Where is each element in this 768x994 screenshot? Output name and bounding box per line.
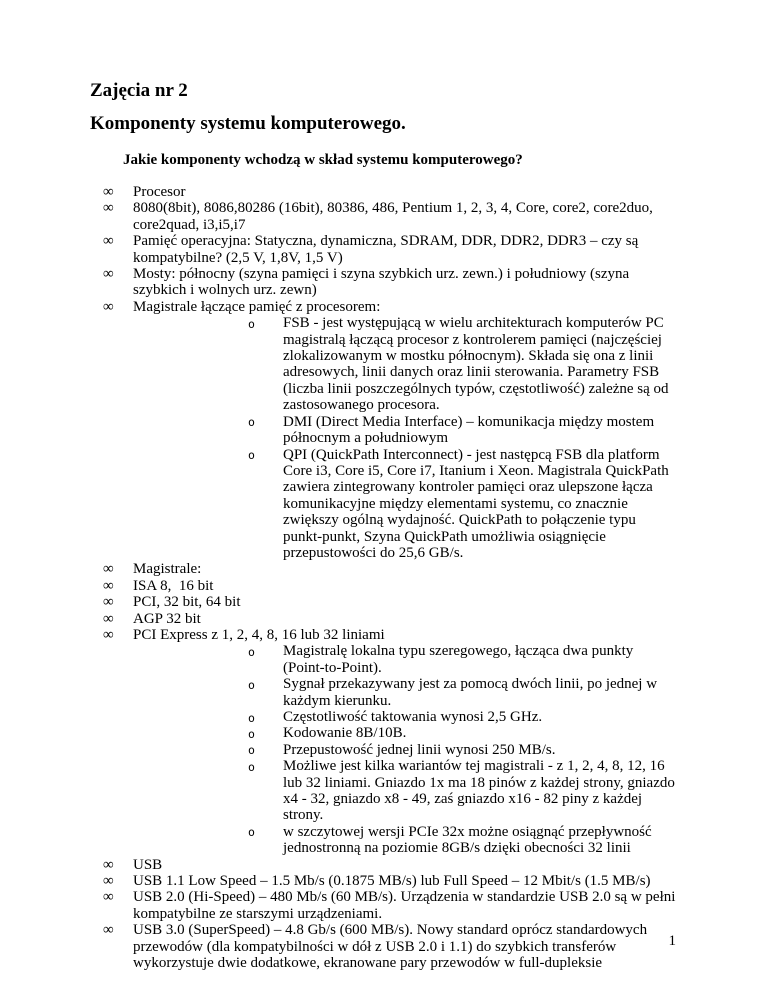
bullet-marker: ∞ [103,233,114,250]
list-item-text: USB 2.0 (Hi-Speed) – 480 Mb/s (60 MB/s). Urządzenia w standardzie USB 2.0 są w pełni kompatybilne ze starszymi urządzeniami. [133,889,680,922]
list-item [90,200,676,233]
list-item [90,873,676,889]
list-item [90,299,676,315]
list-item [90,233,676,266]
sub-bullet-marker: o [248,644,255,659]
list-item [90,578,676,594]
sub-list-item-text: QPI (QuickPath Interconnect) - jest następcą FSB dla platform Core i3, Core i5, Core i7, Itanium i Xeon. Magistrala QuickPath zawiera zintegrowany kontroler pamięci oraz ulepszone łącza komunikacyjne między elementami systemu, co znacznie zwiększy ogólną wydajność. QuickPath to połączenie typu punkt-punkt, Szyna QuickPath umożliwia osiągnięcie przepustowości do 25,6 GB/s. [283,446,673,561]
sub-list-item-text: Częstotliwość taktowania wynosi 2,5 GHz. [283,709,543,725]
sub-list-item [90,414,676,447]
sub-list-item [90,742,676,758]
sub-list-item-text: Kodowanie 8B/10B. [283,725,407,742]
list-item-text: PCI Express z 1, 2, 4, 8, 16 lub 32 liniami [133,626,385,643]
list-item [90,889,680,922]
bullet-marker: ∞ [103,873,114,890]
list-item-text: USB [133,856,163,873]
bullet-marker: ∞ [103,922,114,939]
sub-list-item [90,758,679,824]
bullet-list [90,184,680,972]
sub-list-item-text: Magistralę lokalna typu szeregowego, łącząca dwa punkty (Point-to-Point). [283,643,638,676]
document-title: Zajęcia nr 2 [90,80,188,101]
sub-bullet-marker: o [248,743,255,758]
sub-bullet-marker: o [248,448,255,462]
sub-bullet-marker: o [248,759,255,774]
list-item [90,857,676,873]
sub-list-item [90,643,676,676]
bullet-marker: ∞ [103,200,114,217]
bullet-marker: ∞ [103,577,114,594]
sub-list-item [90,725,676,741]
sub-list-item [90,447,676,562]
sub-list-item-text: FSB - jest występującą w wielu architekturach komputerów PC magistralą łączącą procesor z kontrolerem pamięci (najczęściej zlokalizowanym w mostku północnym). Składa się ona z linii adresowych, linii danych oraz linii sterowania. Parametry FSB (liczba linii poszczególnych typów, częstotliwość) zależne są od zastosowanego procesora. [283,315,673,414]
bullet-marker: ∞ [103,266,114,283]
sub-bullet-marker: o [248,726,255,741]
sub-list-item [90,315,676,413]
sub-list-item [90,676,676,709]
bullet-marker: ∞ [103,610,114,627]
list-item [90,922,676,971]
sub-bullet-marker: o [248,710,255,725]
list-item [90,611,676,627]
document-subtitle: Komponenty systemu komputerowego. [90,113,406,134]
list-item-text: Pamięć operacyjna: Statyczna, dynamiczna, SDRAM, DDR, DDR2, DDR3 – czy są kompatybilne? (2,5 V, 1,8V, 1,5 V) [133,233,643,266]
sub-list-item-text: DMI (Direct Media Interface) – komunikacja między mostem północnym a południowym [283,413,658,447]
bullet-marker: ∞ [103,889,114,906]
section-question: Jakie komponenty wchodzą w skład systemu komputerowego? [123,152,523,168]
sub-bullet-marker: o [248,415,255,430]
list-item-text: 8080(8bit), 8086,80286 (16bit), 80386, 486, Pentium 1, 2, 3, 4, Core, core2, core2duo, core2quad, i3,i5,i7 [133,200,657,233]
list-item-text: Magistrale łączące pamięć z procesorem: [133,298,381,315]
sub-bullet-marker: o [248,825,255,840]
list-item-text: USB 1.1 Low Speed – 1.5 Mb/s (0.1875 MB/s) lub Full Speed – 12 Mbit/s (1.5 MB/s) [133,873,651,890]
sub-list-item-text: Sygnał przekazywany jest za pomocą dwóch linii, po jednej w każdym kierunku. [283,676,661,709]
sub-bullet-marker: o [248,316,255,331]
list-item-text: Procesor [133,184,186,200]
sub-list-item [90,824,676,857]
bullet-marker: ∞ [103,626,114,643]
list-item-text: Mosty: północny (szyna pamięci i szyna szybkich urz. zewn.) i południowy (szyna szybkich i wolnych urz. zewn) [133,266,633,299]
list-item-text: PCI, 32 bit, 64 bit [133,594,241,611]
list-item [90,627,676,643]
list-item-text: AGP 32 bit [133,610,201,627]
bullet-marker: ∞ [103,561,114,578]
sub-list-item-text: w szczytowej wersji PCIe 32x możne osiągnąć przepływność jednostronną na poziomie 8GB/s dzięki obecności 32 linii [283,823,656,857]
list-item [90,594,676,610]
list-item [90,266,676,299]
bullet-marker: ∞ [103,856,114,873]
list-item-text: USB 3.0 (SuperSpeed) – 4.8 Gb/s (600 MB/s). Nowy standard oprócz standardowych przewodów (dla kompatybilności w dół z USB 2.0 i 1.1) do szybkich transferów wykorzystuje dwie dodatkowe, ekranowane pary przewodów w full-dupleksie [133,922,651,972]
sub-bullet-marker: o [248,677,255,692]
sub-list-item-text: Możliwe jest kilka wariantów tej magistrali - z 1, 2, 4, 8, 12, 16 lub 32 liniami. Gniazdo 1x ma 18 pinów z każdej strony, gniazdo x4 - 32, gniazdo x8 - 49, zaś gniazdo x16 - 82 piny z każdej strony. [283,758,679,824]
list-item-text: ISA 8, 16 bit [133,577,214,594]
list-item-text: Magistrale: [133,561,202,578]
sub-list-item [90,709,676,725]
bullet-marker: ∞ [103,594,114,611]
bullet-marker: ∞ [103,298,114,315]
bullet-marker: ∞ [103,184,114,200]
list-item [90,561,676,577]
page-number: 1 [668,933,676,949]
sub-list-item-text: Przepustowość jednej linii wynosi 250 MB/s. [283,741,556,758]
list-item [90,184,676,200]
